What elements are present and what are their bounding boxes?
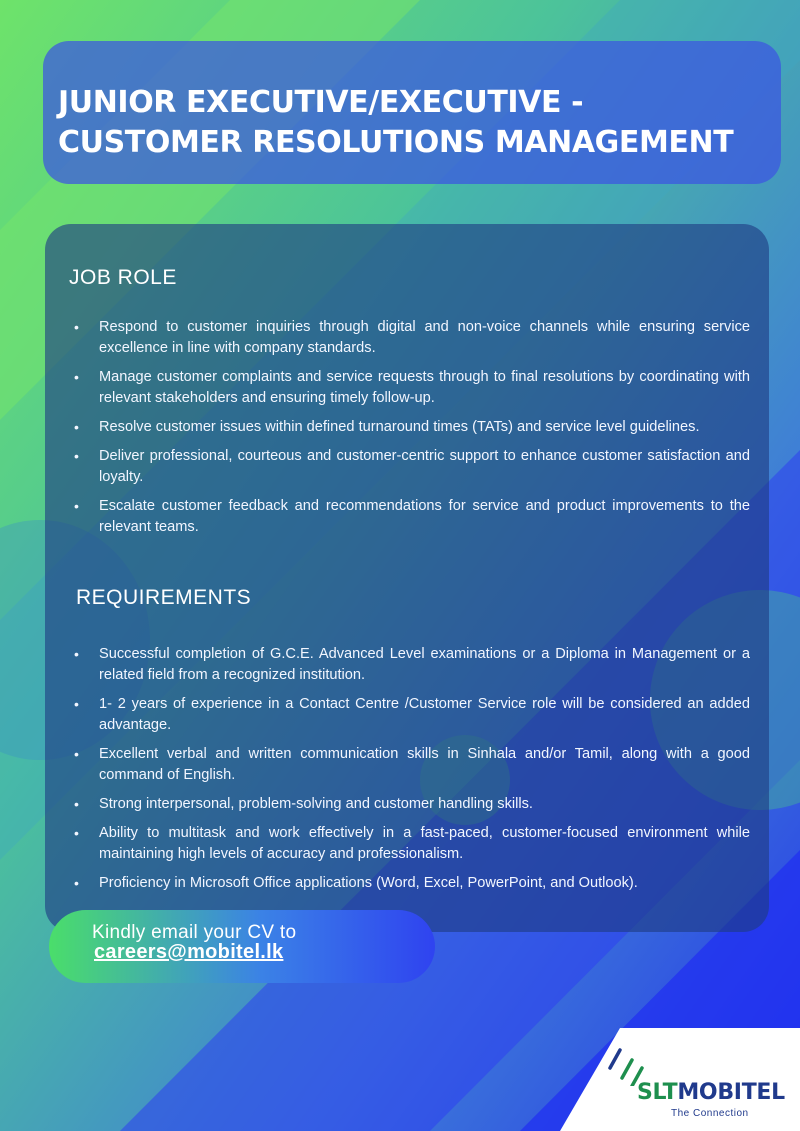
job-role-heading: JOB ROLE	[69, 266, 177, 289]
company-logo	[572, 1028, 800, 1131]
list-item: • Resolve customer issues within defined turnaround times (TATs) and service level guidelines.	[97, 417, 750, 438]
email-link[interactable]: careers@mobitel.lk	[94, 941, 284, 963]
requirements-list	[97, 644, 750, 894]
list-item: • Strong interpersonal, problem-solving and customer handling skills.	[97, 794, 750, 815]
requirements-heading: REQUIREMENTS	[76, 586, 252, 609]
list-item: • Proficiency in Microsoft Office applications (Word, Excel, PowerPoint, and Outlook).	[97, 873, 750, 894]
list-item: • Excellent verbal and written communication skills in Sinhala and/or Tamil, along with a good command of English.	[97, 744, 750, 786]
apply-callout	[49, 910, 435, 983]
list-item: • Manage customer complaints and service requests through to final resolutions by coordinating with relevant stakeholders and ensuring timely follow-up.	[97, 367, 750, 409]
logo-mobitel-text: MOBITEL	[677, 1080, 785, 1105]
list-item: • Ability to multitask and work effectively in a fast-paced, customer-focused environment while maintaining high levels of accuracy and professionalism.	[97, 823, 750, 865]
list-item: • Deliver professional, courteous and customer-centric support to enhance customer satisfaction and loyalty.	[97, 446, 750, 488]
job-role-list	[97, 317, 750, 538]
list-item: • 1- 2 years of experience in a Contact Centre /Customer Service role will be considered an added advantage.	[97, 694, 750, 736]
list-item: • Respond to customer inquiries through digital and non-voice channels while ensuring service excellence in line with company standards.	[97, 317, 750, 359]
logo-wordmark	[637, 1080, 785, 1105]
job-title-line2: CUSTOMER RESOLUTIONS MANAGEMENT	[58, 125, 734, 160]
content-panel	[45, 224, 769, 932]
logo-tagline: The Connection	[671, 1108, 749, 1119]
title-banner	[43, 41, 781, 184]
list-item: • Successful completion of G.C.E. Advanced Level examinations or a Diploma in Management or a related field from a recognized institution.	[97, 644, 750, 686]
cta-text: Kindly email your CV to	[92, 922, 297, 943]
list-item: • Escalate customer feedback and recommendations for service and product improvements to the relevant teams.	[97, 496, 750, 538]
job-title-line1: JUNIOR EXECUTIVE/EXECUTIVE -	[58, 85, 584, 120]
logo-slt-text: SLT	[637, 1080, 678, 1105]
